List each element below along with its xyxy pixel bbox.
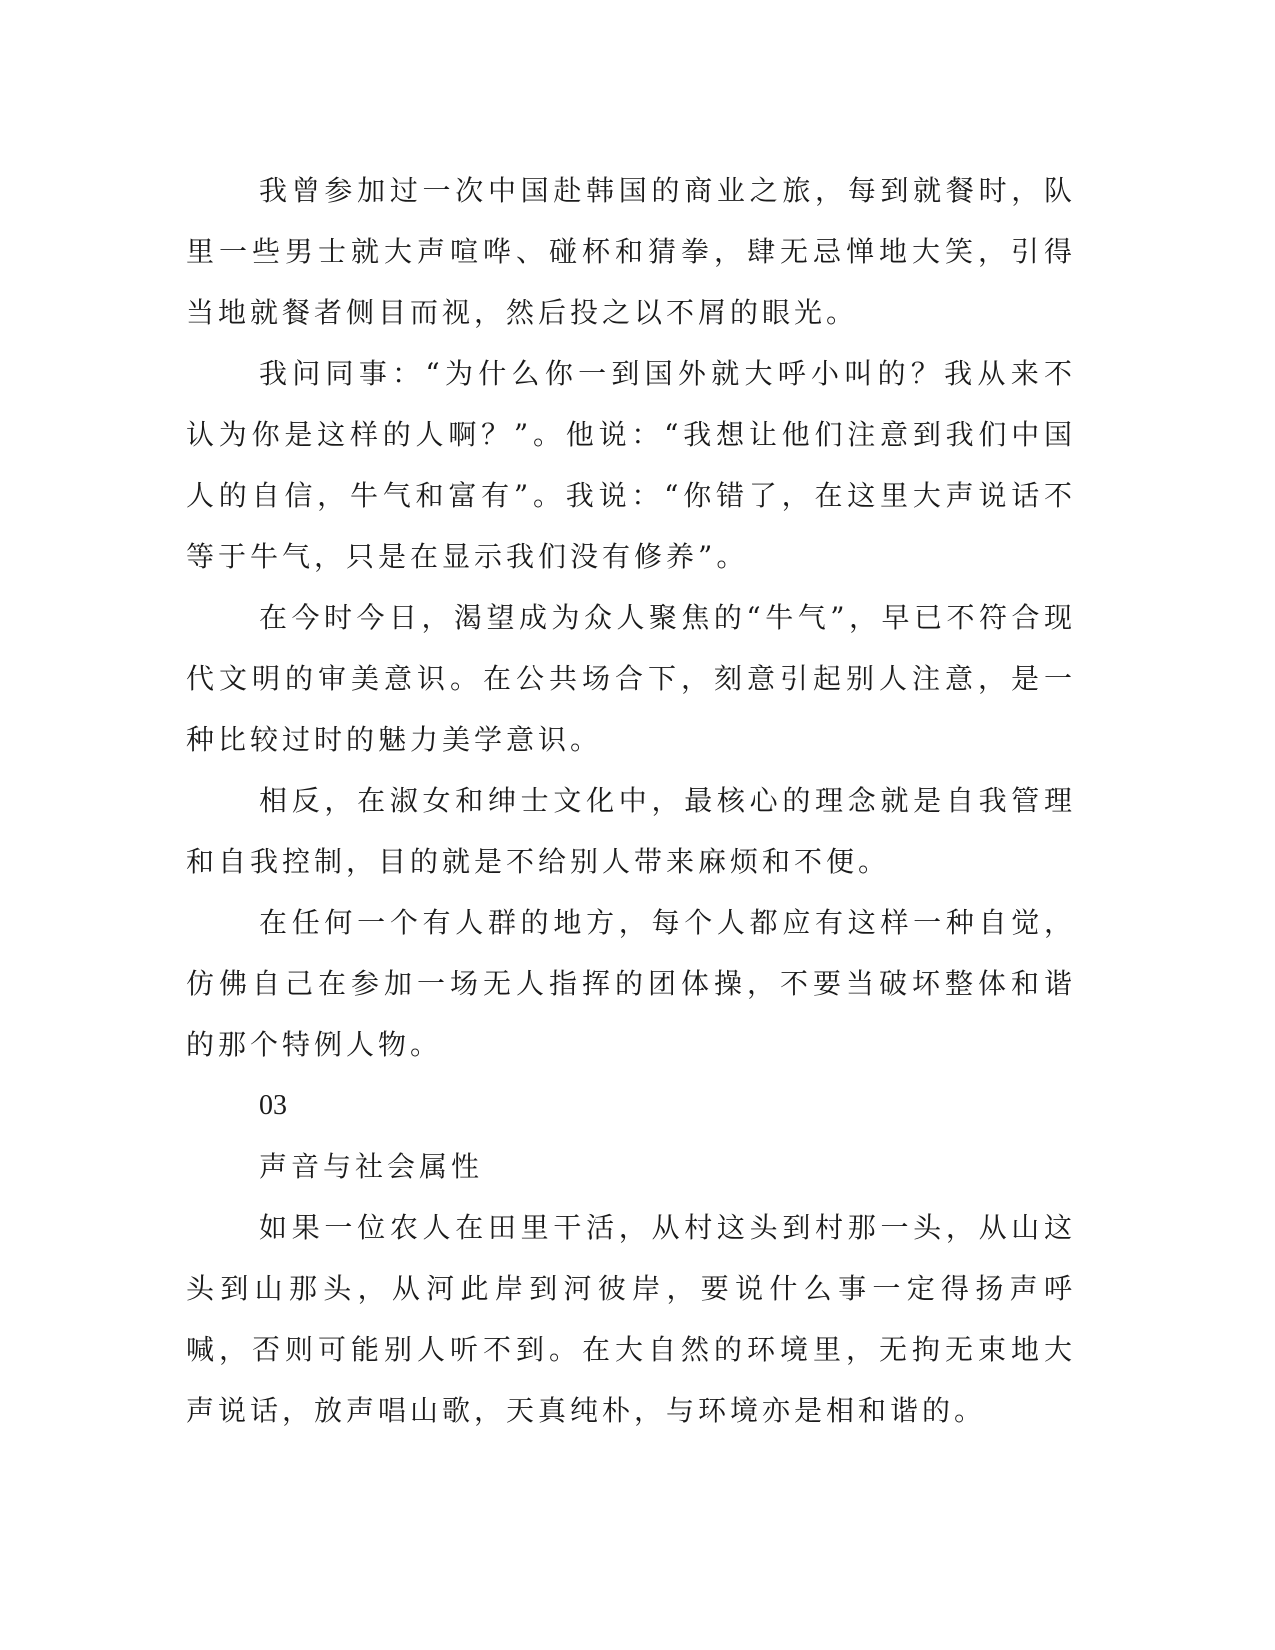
section-paragraph-1: 如果一位农人在田里干活，从村这头到村那一头，从山这头到山那头，从河此岸到河彼岸，要说什么事一定得扬声呼喊，否则可能别人听不到。在大自然的环境里，无拘无束地大声说话，放声唱山歌，天真纯朴，与环境亦是相和谐的。	[186, 1211, 1076, 1427]
paragraph-2: 我问同事：“为什么你一到国外就大呼小叫的？我从来不认为你是这样的人啊？”。他说：“我想让他们注意到我们中国人的自信，牛气和富有”。我说：“你错了，在这里大声说话不等于牛气，只是在显示我们没有修养”。	[186, 357, 1076, 573]
document-body	[186, 160, 1076, 1441]
paragraph-5: 在任何一个有人群的地方，每个人都应有这样一种自觉，仿佛自己在参加一场无人指挥的团体操，不要当破坏整体和谐的那个特例人物。	[186, 906, 1076, 1061]
section-title: 声音与社会属性	[259, 1150, 484, 1183]
paragraph-4: 相反，在淑女和绅士文化中，最核心的理念就是自我管理和自我控制，目的就是不给别人带来麻烦和不便。	[186, 784, 1076, 878]
paragraph-1: 我曾参加过一次中国赴韩国的商业之旅，每到就餐时，队里一些男士就大声喧哗、碰杯和猜拳，肆无忌惮地大笑，引得当地就餐者侧目而视，然后投之以不屑的眼光。	[186, 174, 1076, 329]
section-number: 03	[259, 1090, 287, 1121]
paragraph-3: 在今时今日，渴望成为众人聚焦的“牛气”，早已不符合现代文明的审美意识。在公共场合下，刻意引起别人注意，是一种比较过时的魅力美学意识。	[186, 601, 1076, 756]
